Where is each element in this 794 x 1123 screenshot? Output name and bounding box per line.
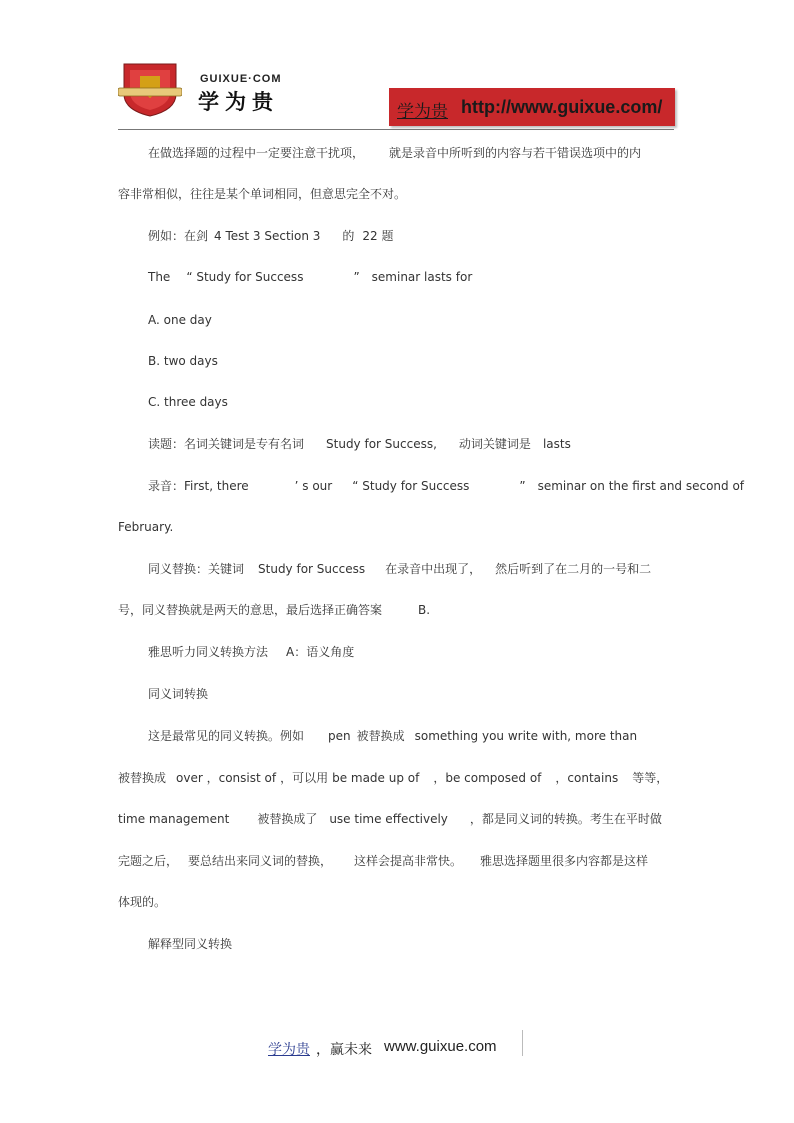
synonym-subheading <box>148 686 208 702</box>
text: A. one day <box>148 313 212 327</box>
text: use time effectively <box>329 812 448 826</box>
footer-slogan: ，赢未来 <box>316 1042 372 1058</box>
synonym-line-2 <box>118 602 430 618</box>
text: 22 题 <box>362 229 394 243</box>
text: seminar lasts for <box>371 270 473 284</box>
text: seminar on the first and second of <box>537 479 745 493</box>
recording-line-1 <box>148 478 744 494</box>
text: ” <box>519 479 526 493</box>
text: 的 <box>342 229 355 243</box>
synonym-line-1 <box>148 561 651 577</box>
text: ，可以用 <box>280 771 329 785</box>
text: 在做选择题的过程中一定要注意干扰项， <box>148 146 365 160</box>
example-line <box>148 228 394 244</box>
text: 同义词转换 <box>148 687 209 701</box>
text: ，be composed of <box>433 771 542 785</box>
text: 动词关键词是 <box>458 437 531 451</box>
text: “ Study for Success <box>352 479 470 493</box>
text: 容非常相似，往往是某个单词相同，但意思完全不对。 <box>118 187 407 201</box>
text: lasts <box>542 437 571 451</box>
text: 这是最常见的同义转换。例如 <box>148 729 305 743</box>
option-b <box>148 353 218 369</box>
text: 被替换成 <box>356 729 405 743</box>
explanation-subheading <box>148 936 232 952</box>
content-line-2 <box>118 770 668 786</box>
text: “ Study for Success <box>186 270 304 284</box>
paragraph-line-1 <box>148 145 641 161</box>
text: B. two days <box>148 354 218 368</box>
text: over ，consist of <box>176 771 277 785</box>
text: be made up of <box>332 771 420 785</box>
method-heading <box>148 644 354 660</box>
header-banner[interactable] <box>389 88 675 126</box>
text: February. <box>118 520 174 534</box>
text: ” <box>353 270 360 284</box>
text: A：语义角度 <box>286 645 355 659</box>
text: 完题之后， <box>118 854 179 868</box>
text: 雅思选择题里很多内容都是这样 <box>480 854 649 868</box>
text: 号，同义替换就是两天的意思，最后选择正确答案 <box>118 603 383 617</box>
recording-line-2 <box>118 519 173 535</box>
text: C. three days <box>148 395 228 409</box>
banner-url-link[interactable]: http://www.guixue.com/ <box>461 97 663 117</box>
content-line-1 <box>148 728 637 744</box>
text: B. <box>418 603 431 617</box>
text: 然后听到了在二月的一号和二 <box>495 562 652 576</box>
text: Study for Success <box>258 562 366 576</box>
text: time management <box>118 812 230 826</box>
text: 被替换成 <box>118 771 167 785</box>
text: 解释型同义转换 <box>148 937 233 951</box>
brand-english-name: GUIXUE·COM <box>200 73 282 85</box>
text: The <box>148 270 171 284</box>
text: ’ s our <box>294 479 333 493</box>
text: 同义替换：关键词 <box>148 562 245 576</box>
content-line-5 <box>118 894 166 910</box>
footer-divider <box>522 1030 523 1056</box>
text: 例如：在剑 <box>148 229 209 243</box>
banner-brand-link[interactable]: 学为贵 <box>397 102 448 122</box>
text: 要总结出来同义词的替换， <box>188 854 333 868</box>
option-a <box>148 312 212 328</box>
text: 被替换成了 <box>257 812 318 826</box>
guixue-logo <box>118 60 182 118</box>
content-line-3 <box>118 811 662 827</box>
text: 4 Test 3 Section 3 <box>214 229 321 243</box>
text: Study for Success, <box>326 437 437 451</box>
text: ，都是同义词的转换。考生在平时做 <box>469 812 662 826</box>
brand-chinese-name: 学为贵 <box>198 90 279 114</box>
text: 在录音中出现了， <box>385 562 482 576</box>
footer-url[interactable]: www.guixue.com <box>384 1038 497 1055</box>
text: something you write with, more than <box>414 729 638 743</box>
content-line-4 <box>118 853 648 869</box>
option-c <box>148 394 228 410</box>
text: 等等， <box>632 771 669 785</box>
text: 体现的。 <box>118 895 167 909</box>
question-line <box>148 269 472 285</box>
text: pen <box>328 729 351 743</box>
header-divider <box>118 129 674 130</box>
paragraph-line-2 <box>118 186 406 202</box>
text: 就是录音中所听到的内容与若干错误选项中的内 <box>389 146 642 160</box>
text: 雅思听力同义转换方法 <box>148 645 269 659</box>
text: 录音：First, there <box>148 479 249 493</box>
footer-brand-link[interactable]: 学为贵 <box>268 1042 310 1058</box>
text: 读题：名词关键词是专有名词 <box>148 437 305 451</box>
reading-analysis-line <box>148 436 571 452</box>
text: ，contains <box>555 771 619 785</box>
text: 这样会提高非常快。 <box>354 854 463 868</box>
